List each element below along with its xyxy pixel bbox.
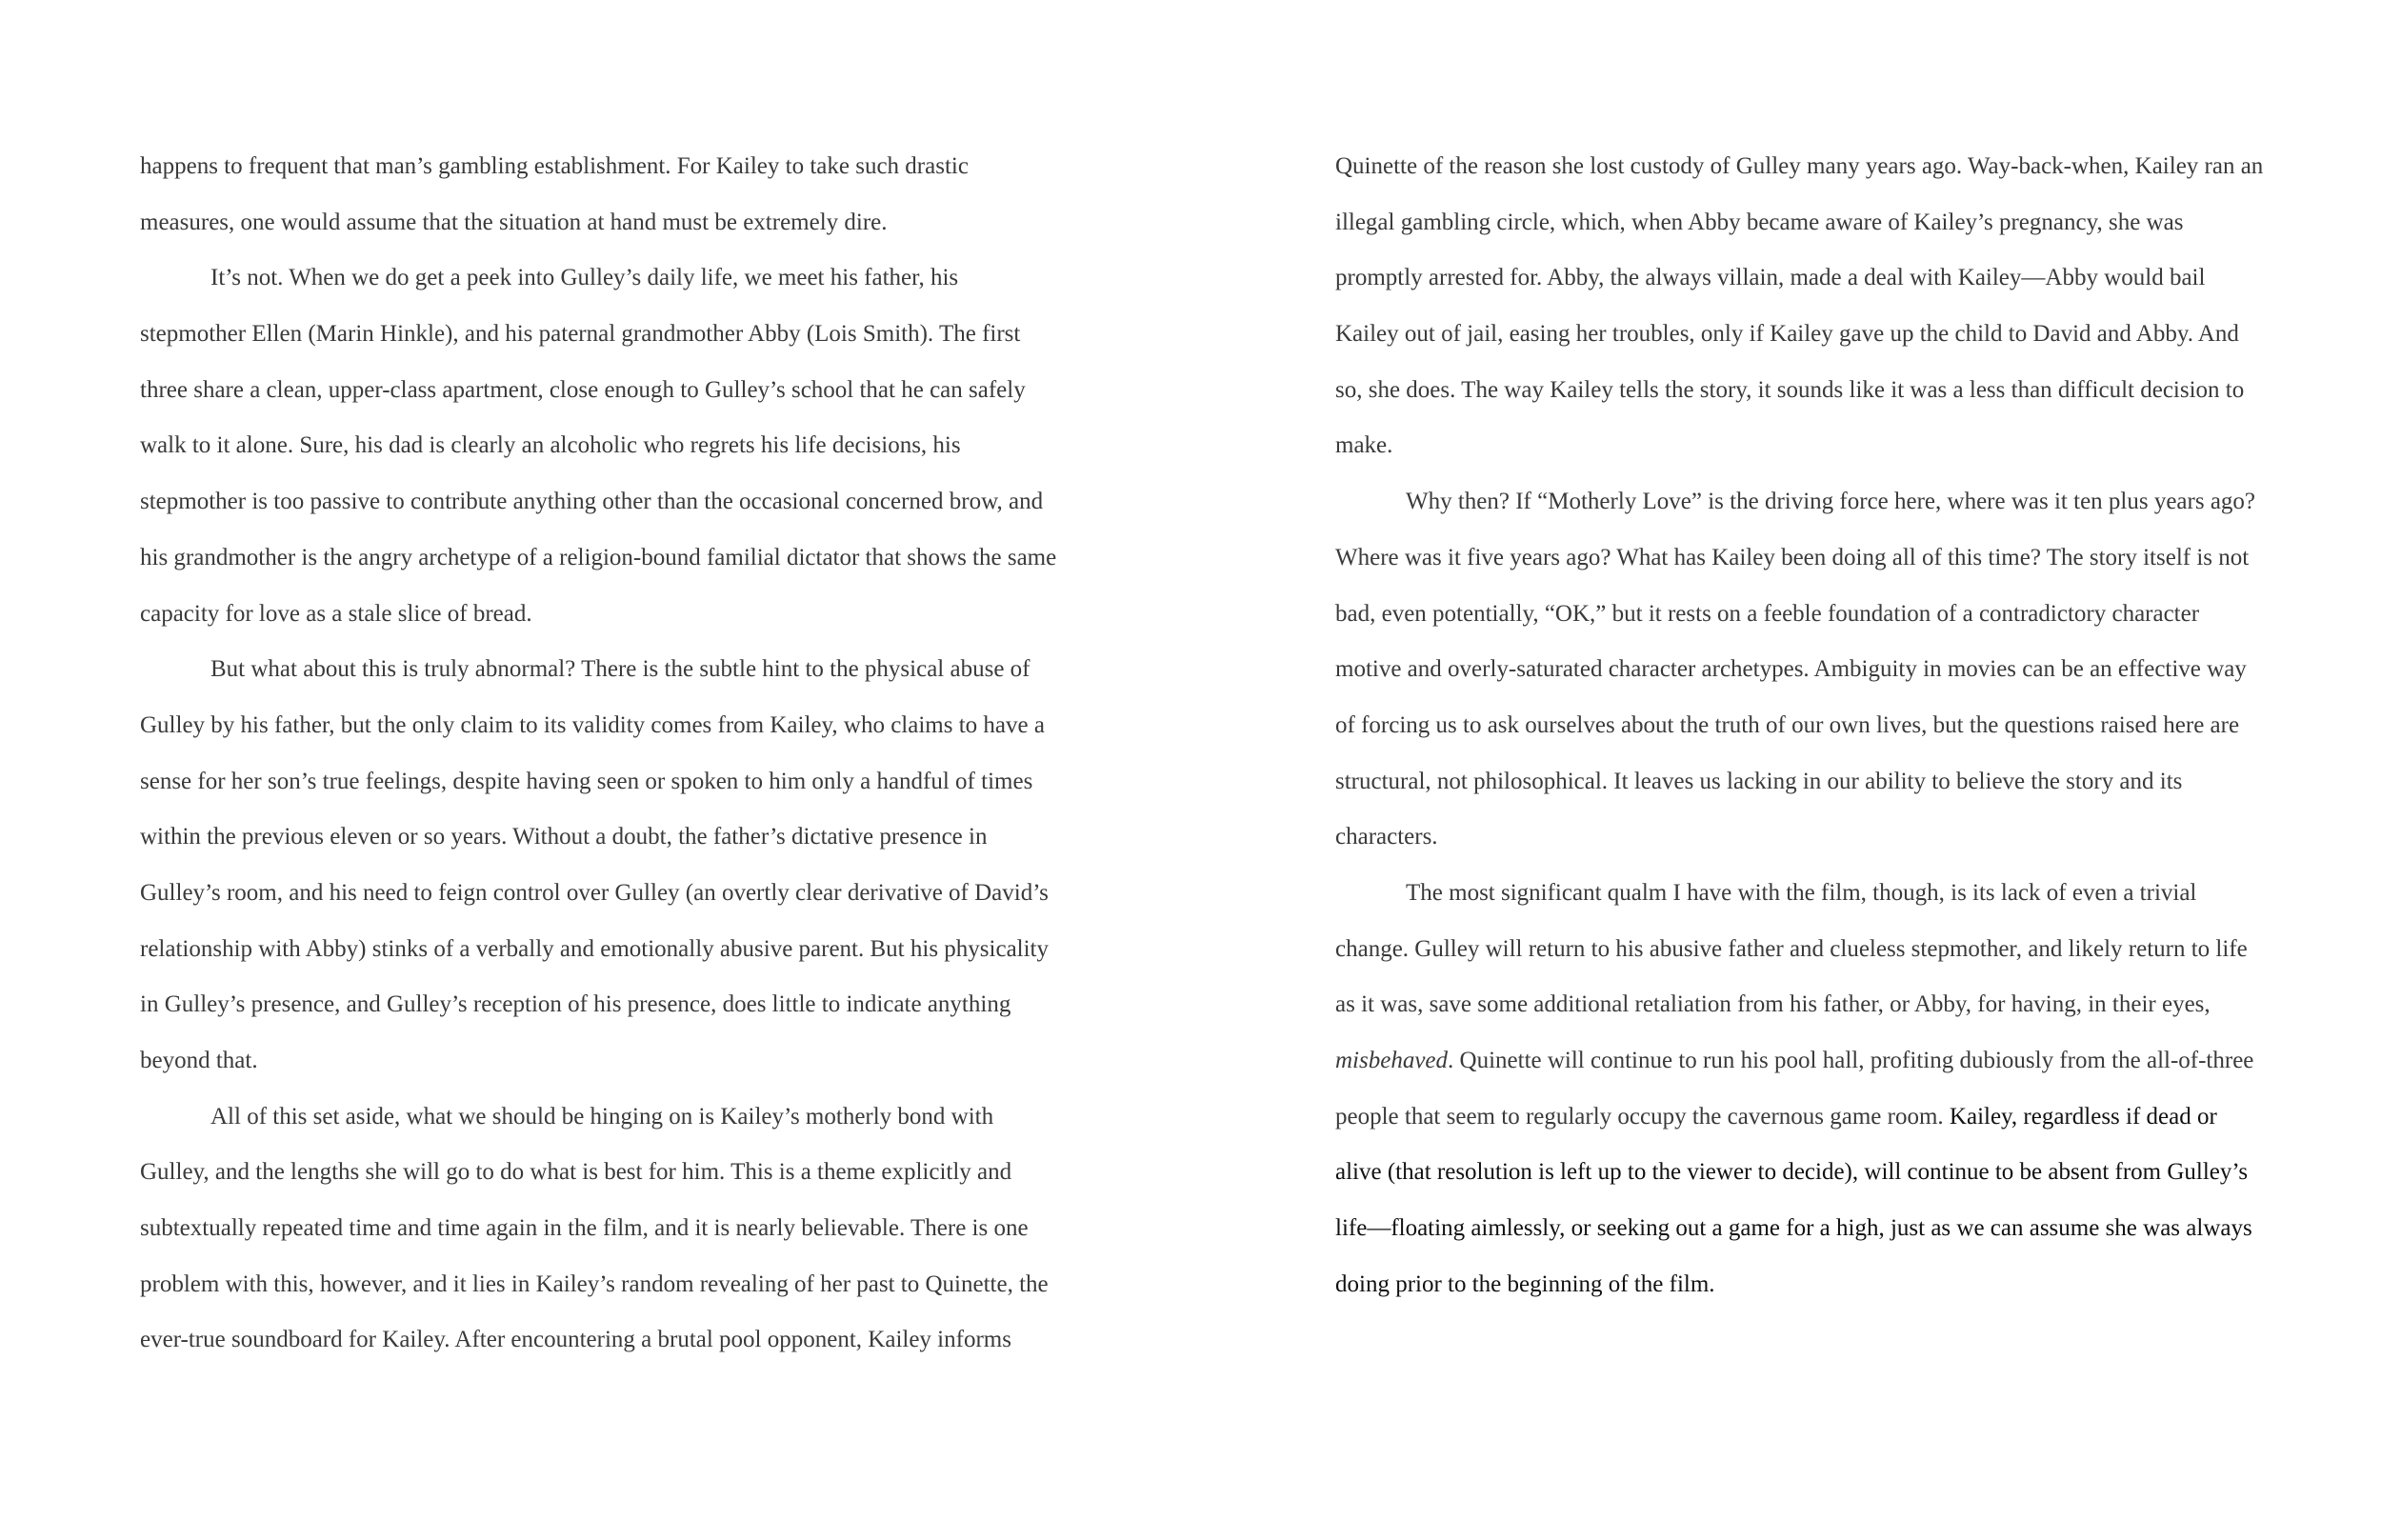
text-line: of forcing us to ask ourselves about the truth of our own lives, but the questions raised here are (1335, 711, 2240, 738)
text-line: change. Gulley will return to his abusive father and clueless stepmother, and likely return to life (1335, 935, 2248, 962)
text-line: promptly arrested for. Abby, the always villain, made a deal with Kailey—Abby would bail (1335, 265, 2206, 291)
text-line: in Gulley’s presence, and Gulley’s reception of his presence, does little to indicate anything (140, 991, 1011, 1018)
text-line: stepmother Ellen (Marin Hinkle), and his paternal grandmother Abby (Lois Smith). The first (140, 321, 1021, 348)
text-line: alive (that resolution is left up to the viewer to decide), will continue to be absent from Gulley’s (1335, 1159, 2249, 1186)
text-line: capacity for love as a stale slice of bread. (140, 600, 532, 627)
text-line: bad, even potentially, “OK,” but it rests on a feeble foundation of a contradictory character (1335, 600, 2200, 627)
right-page (1335, 139, 2269, 1312)
text-line: motive and overly-saturated character archetypes. Ambiguity in movies can be an effective way (1335, 656, 2247, 683)
text-line: Where was it five years ago? What has Kailey been doing all of this time? The story itself is not (1335, 544, 2250, 570)
text-line: Why then? If “Motherly Love” is the driving force here, where was it ten plus years ago? (1406, 489, 2256, 515)
text-line: as it was, save some additional retaliation from his father, or Abby, for having, in their eyes, (1335, 991, 2211, 1018)
text-line: Gulley, and the lengths she will go to do what is best for him. This is a theme explicitly and (140, 1159, 1012, 1186)
text-line: life—floating aimlessly, or seeking out a game for a high, just as we can assume she was always (1335, 1215, 2252, 1242)
text-line: Quinette of the reason she lost custody of Gulley many years ago. Way-back-when, Kailey ran an (1335, 153, 2264, 179)
text-line: measures, one would assume that the situation at hand must be extremely dire. (140, 209, 888, 235)
text-line: Kailey out of jail, easing her troubles, only if Kailey gave up the child to David and Abby. And (1335, 321, 2239, 348)
text-line: sense for her son’s true feelings, despite having seen or spoken to him only a handful of times (140, 768, 1033, 794)
text-line: problem with this, however, and it lies in Kailey’s random revealing of her past to Quinette, the (140, 1270, 1049, 1297)
text-line: ever-true soundboard for Kailey. After encountering a brutal pool opponent, Kailey informs (140, 1327, 1011, 1353)
text-line: All of this set aside, what we should be hinging on is Kailey’s motherly bond with (210, 1103, 994, 1130)
text-line: people that seem to regularly occupy the cavernous game room. Kailey, regardless if dead or (1335, 1103, 2217, 1130)
text-line: illegal gambling circle, which, when Abby became aware of Kailey’s pregnancy, she was (1335, 209, 2184, 235)
italic-word: misbehaved (1335, 1048, 1449, 1073)
text-line: It’s not. When we do get a peek into Gulley’s daily life, we meet his father, his (210, 265, 959, 291)
text-line: Gulley’s room, and his need to feign control over Gulley (an overtly clear derivative of David’s (140, 879, 1049, 906)
text-line: so, she does. The way Kailey tells the story, it sounds like it was a less than difficult decision to (1335, 376, 2245, 403)
text-line: doing prior to the beginning of the film. (1335, 1270, 1715, 1297)
text-line: walk to it alone. Sure, his dad is clearly an alcoholic who regrets his life decisions, his (140, 432, 961, 459)
text-line: within the previous eleven or so years. Without a doubt, the father’s dictative presence in (140, 824, 988, 850)
text-line: characters. (1335, 824, 1438, 850)
text-line: structural, not philosophical. It leaves us lacking in our ability to believe the story and its (1335, 768, 2183, 794)
text-line: The most significant qualm I have with the film, though, is its lack of even a trivial (1406, 879, 2197, 906)
text-line: three share a clean, upper-class apartment, close enough to Gulley’s school that he can safely (140, 376, 1026, 403)
text-line: stepmother is too passive to contribute anything other than the occasional concerned brow, and (140, 489, 1044, 515)
text-line: relationship with Abby) stinks of a verbally and emotionally abusive parent. But his physicality (140, 935, 1050, 962)
text-line: his grandmother is the angry archetype of a religion-bound familial dictator that shows the same (140, 544, 1057, 570)
text-line: misbehaved. Quinette will continue to run his pool hall, profiting dubiously from the all-of-three (1335, 1048, 2254, 1073)
text-line: beyond that. (140, 1048, 258, 1073)
text-line: make. (1335, 432, 1393, 459)
left-page (140, 139, 1073, 1369)
text-line: subtextually repeated time and time again in the film, and it is nearly believable. There is one (140, 1215, 1029, 1242)
text-line: Gulley by his father, but the only claim to its validity comes from Kailey, who claims to have a (140, 711, 1045, 738)
text-line: But what about this is truly abnormal? There is the subtle hint to the physical abuse of (210, 656, 1030, 683)
text-line: happens to frequent that man’s gambling establishment. For Kailey to take such drastic (140, 153, 969, 179)
